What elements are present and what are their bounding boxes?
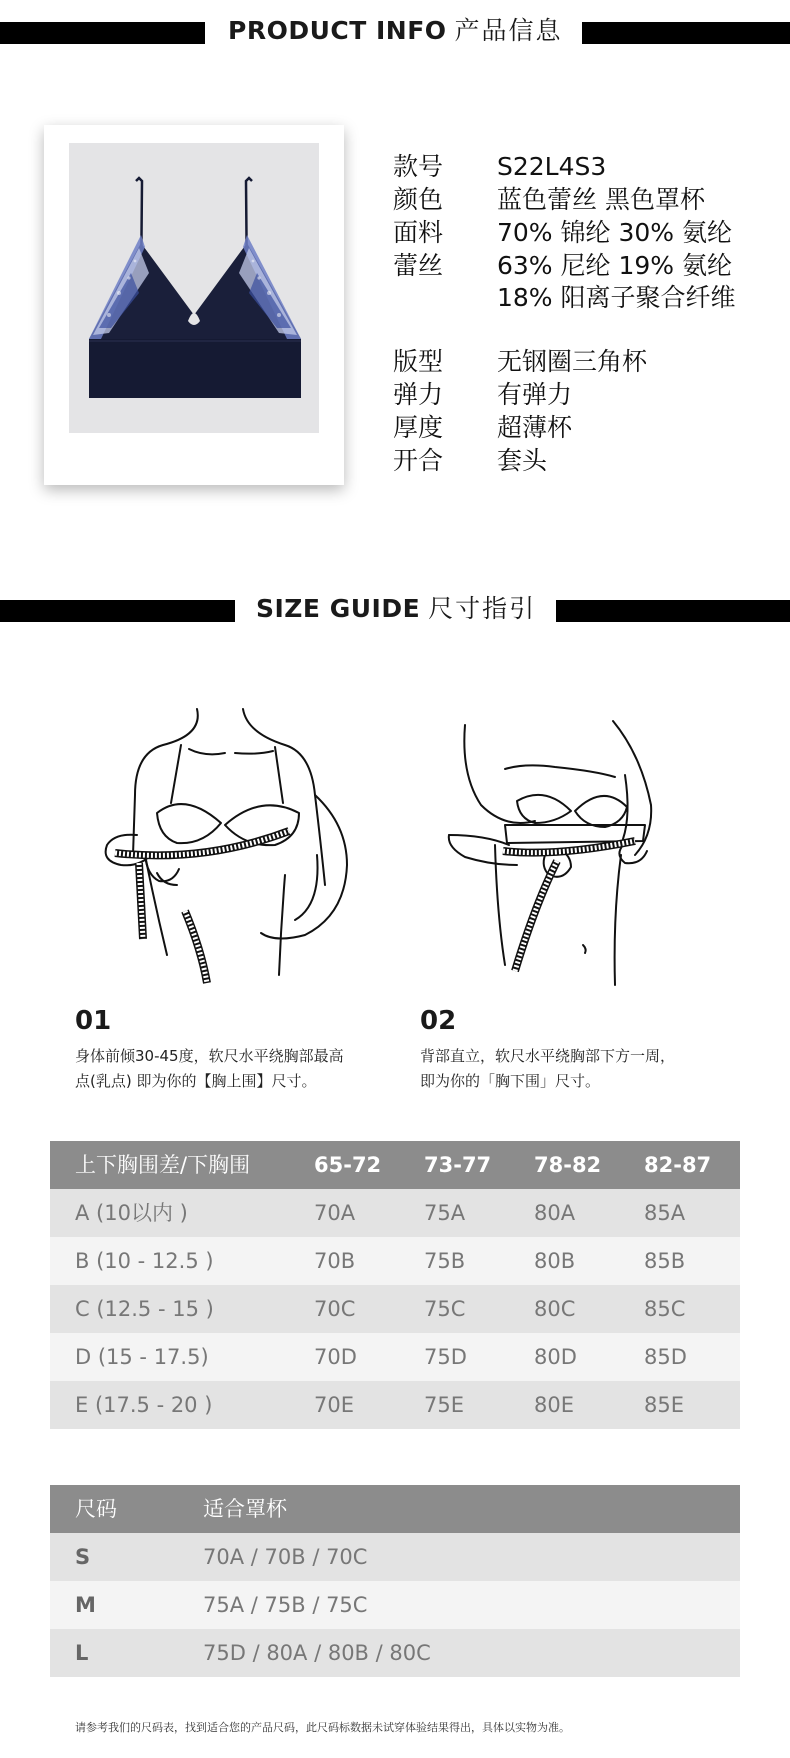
table-cell: 75C — [424, 1297, 466, 1321]
table-row — [50, 1629, 740, 1677]
table-cell: 85A — [644, 1201, 686, 1225]
product-info-title-zh: 产品信息 — [454, 16, 563, 45]
spec-value: 超薄杯 — [497, 413, 573, 442]
bralette-image — [69, 143, 319, 433]
spec-key: 款号 — [393, 152, 444, 181]
table-cell: 70B — [314, 1249, 356, 1273]
size-guide-title — [256, 589, 536, 629]
spec-key: 开合 — [393, 446, 444, 475]
table-cell: 80C — [534, 1297, 576, 1321]
table-cell: 75E — [424, 1393, 464, 1417]
measure-bust-illustration — [85, 705, 365, 995]
step-description-line: 点(乳点) 即为你的【胸上围】尺寸。 — [75, 1072, 317, 1090]
table-row — [50, 1533, 740, 1581]
size-guide-header — [0, 589, 790, 629]
table-row — [50, 1333, 740, 1381]
table-cell: 80A — [534, 1201, 576, 1225]
spec-key: 厚度 — [393, 413, 444, 442]
table-cell: 70A — [314, 1201, 356, 1225]
spec-row — [393, 345, 647, 378]
step-description-line: 背部直立，软尺水平绕胸部下方一周， — [420, 1047, 676, 1065]
table-cell: 70D — [314, 1345, 357, 1369]
spec-row — [393, 150, 606, 183]
table-header-cell: 73-77 — [424, 1153, 492, 1177]
table-cell: 85E — [644, 1393, 684, 1417]
table-cell: 80E — [534, 1393, 574, 1417]
step-description — [420, 1044, 675, 1094]
table-row — [50, 1237, 740, 1285]
table-header-cell: 82-87 — [644, 1153, 712, 1177]
step-number: 01 — [75, 1006, 112, 1036]
table-cell: 75B — [424, 1249, 466, 1273]
table-cell: 75A / 75B / 75C — [203, 1593, 368, 1617]
table-header-row — [50, 1485, 740, 1533]
table-cell: B (10 - 12.5 ) — [75, 1249, 214, 1273]
table-cell: C (12.5 - 15 ) — [75, 1297, 214, 1321]
table-cell: 70A / 70B / 70C — [203, 1545, 368, 1569]
table-row — [50, 1189, 740, 1237]
table-cell: D (15 - 17.5) — [75, 1345, 209, 1369]
footnote: 请参考我们的尺码表，找到适合您的产品尺码，此尺码标数据未试穿体验结果得出，具体以实物为准。 — [75, 1721, 570, 1734]
header-bar-right — [556, 600, 790, 622]
table-cell: S — [75, 1545, 91, 1569]
header-bar-left — [0, 600, 235, 622]
spec-value: S22L4S3 — [497, 152, 607, 181]
table-cell: M — [75, 1593, 96, 1617]
table-cell: 80D — [534, 1345, 577, 1369]
size-table — [50, 1141, 740, 1429]
product-info-title — [228, 11, 563, 51]
product-photo-card — [44, 125, 344, 485]
spec-row — [393, 183, 705, 216]
step-number: 02 — [420, 1006, 457, 1036]
product-info-header — [0, 11, 790, 51]
spec-key: 蕾丝 — [393, 251, 444, 280]
table-row — [50, 1381, 740, 1429]
table-header-cell: 尺码 — [75, 1497, 117, 1521]
header-bar-left — [0, 22, 205, 44]
table-cell: 85B — [644, 1249, 686, 1273]
product-info-title-en: PRODUCT INFO — [228, 16, 447, 45]
step-description — [75, 1044, 344, 1094]
table-cell: 85C — [644, 1297, 686, 1321]
table-header-cell: 78-82 — [534, 1153, 602, 1177]
header-bar-right — [582, 22, 790, 44]
spec-value: 蓝色蕾丝 黑色罩杯 — [497, 185, 705, 214]
product-photo — [69, 143, 319, 433]
size-guide-title-en: SIZE GUIDE — [256, 594, 421, 623]
spec-value: 63% 尼纶 19% 氨纶 — [497, 251, 732, 280]
spec-row — [393, 444, 547, 477]
step-description-line: 即为你的「胸下围」尺寸。 — [420, 1072, 601, 1090]
table-header-row — [50, 1141, 740, 1189]
spec-value: 有弹力 — [497, 380, 573, 409]
step-description-line: 身体前倾30-45度，软尺水平绕胸部最高 — [75, 1047, 344, 1065]
table-cell: 75D / 80A / 80B / 80C — [203, 1641, 431, 1665]
table-row — [50, 1581, 740, 1629]
size-guide-title-zh: 尺寸指引 — [428, 594, 537, 623]
spec-value: 18% 阳离子聚合纤维 — [497, 283, 736, 312]
table-cell: A (10以内 ) — [75, 1201, 188, 1225]
spec-row — [393, 378, 572, 411]
table-row — [50, 1285, 740, 1333]
table-cell: L — [75, 1641, 89, 1665]
spec-key: 弹力 — [393, 380, 444, 409]
spec-value: 套头 — [497, 446, 548, 475]
spec-key: 颜色 — [393, 185, 444, 214]
spec-key: 版型 — [393, 347, 444, 376]
table-cell: 80B — [534, 1249, 576, 1273]
cup-table — [50, 1485, 740, 1677]
table-cell: 75D — [424, 1345, 467, 1369]
table-header-cell: 上下胸围差/下胸围 — [75, 1153, 251, 1177]
table-cell: 70E — [314, 1393, 354, 1417]
table-cell: 75A — [424, 1201, 466, 1225]
spec-key: 面料 — [393, 218, 444, 247]
spec-row — [393, 411, 572, 444]
spec-value: 无钢圈三角杯 — [497, 347, 648, 376]
table-header-cell: 65-72 — [314, 1153, 382, 1177]
spec-row — [393, 249, 732, 282]
spec-row — [393, 216, 732, 249]
spec-row — [393, 281, 736, 314]
table-cell: 85D — [644, 1345, 687, 1369]
spec-value: 70% 锦纶 30% 氨纶 — [497, 218, 732, 247]
table-cell: 70C — [314, 1297, 356, 1321]
table-cell: E (17.5 - 20 ) — [75, 1393, 213, 1417]
table-header-cell: 适合罩杯 — [203, 1497, 287, 1521]
measure-underbust-illustration — [445, 715, 685, 995]
